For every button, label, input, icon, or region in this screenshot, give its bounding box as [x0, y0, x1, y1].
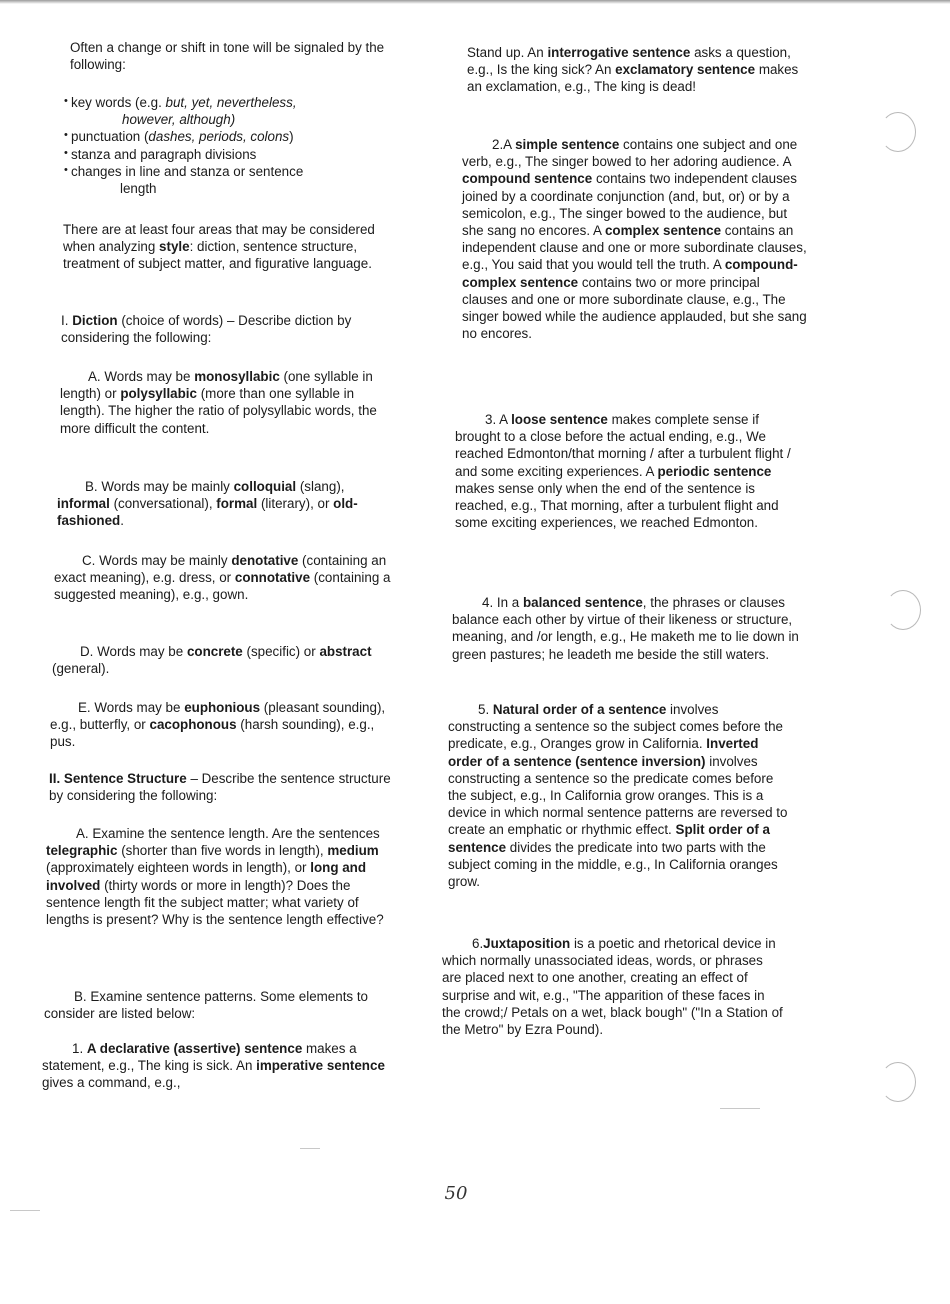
sentence-type-3: 3. A loose sentence makes complete sense if brought to a close before the actual ending, e.g., We reached Edmonton/that morning / after a turbulent flight / and some exciting experiences. A periodic sentence makes sense only when the end of the sentence is reached, e.g., That morning, after a turbulent flight and some exciting experiences, we reached Edmonton.	[455, 412, 791, 531]
sentence-type-1-continued: Stand up. An interrogative sentence asks a question, e.g., Is the king sick? An exclamatory sentence makes an exclamation, e.g., The king is dead!	[467, 45, 799, 95]
sentence-structure-heading: II. Sentence Structure – Describe the sentence structure by considering the following:	[49, 771, 391, 804]
tone-intro: Often a change or shift in tone will be signaled by the following:	[70, 40, 385, 73]
list-item: • key words (e.g. but, yet, nevertheless, however, although)	[65, 94, 400, 128]
tone-markers-list	[65, 94, 400, 197]
scan-speck	[10, 1210, 40, 1211]
scan-speck	[300, 1148, 320, 1149]
page-number: 50	[444, 1183, 468, 1204]
binder-hole	[880, 1062, 916, 1102]
diction-item-a: A. Words may be monosyllabic (one syllable in length) or polysyllabic (more than one syllable in length). The higher the ratio of polysyllabic words, the more difficult the content.	[60, 369, 377, 436]
list-item: • changes in line and stanza or sentence length	[65, 163, 400, 197]
binder-hole	[880, 112, 916, 152]
diction-item-c: C. Words may be mainly denotative (containing an exact meaning), e.g. dress, or connotative (containing a suggested meaning), e.g., gown.	[54, 553, 391, 603]
scan-speck	[720, 1108, 760, 1109]
diction-heading: I. Diction (choice of words) – Describe diction by considering the following:	[61, 313, 352, 346]
sentence-type-2: 2.A simple sentence contains one subject and one verb, e.g., The singer bowed to her adoring audience. A compound sentence contains two independent clauses joined by a coordinate conjunction (and, but, or) or by a semicolon, e.g., The singer bowed to the audience, but she sang no encores. A complex sentence contains an independent clause and one or more subordinate clauses, e.g., You said that you would tell the truth. A compound-complex sentence contains two or more principal clauses and one or more subordinate clause, e.g., The singer bowed while the audience applauded, but she sang no encores.	[462, 137, 807, 342]
sentence-type-5: 5. Natural order of a sentence involves constructing a sentence so the subject comes before the predicate, e.g., Oranges grow in California. Inverted order of a sentence (sentence inversion) involves constructing a sentence so the predicate comes before the subject, e.g., In California grow oranges. This is a device in which normal sentence patterns are reversed to create an emphatic or rhythmic effect. Split order of a sentence divides the predicate into two parts with the subject coming in the middle, e.g., In California oranges grow.	[448, 702, 788, 890]
structure-item-a: A. Examine the sentence length. Are the sentences telegraphic (shorter than five words in length), medium (approximately eighteen words in length), or long and involved (thirty words or more in length)? Does the sentence length fit the subject matter; what variety of lengths is present? Why is the sentence length effective?	[46, 826, 384, 928]
diction-item-e: E. Words may be euphonious (pleasant sounding), e.g., butterfly, or cacophonous (harsh sounding), e.g., pus.	[50, 700, 386, 750]
diction-item-b: B. Words may be mainly colloquial (slang), informal (conversational), formal (literary), or old-fashioned.	[57, 479, 358, 529]
sentence-type-4: 4. In a balanced sentence, the phrases or clauses balance each other by virtue of their likeness or structure, meaning, and /or length, e.g., He maketh me to lie down in green pastures; he leadeth me beside the still waters.	[452, 595, 799, 662]
list-item: • punctuation (dashes, periods, colons)	[65, 128, 400, 145]
style-intro: There are at least four areas that may be considered when analyzing style: diction, sentence structure, treatment of subject matter, and figurative language.	[63, 222, 375, 272]
structure-item-b: B. Examine sentence patterns. Some elements to consider are listed below:	[44, 989, 369, 1022]
list-item: • stanza and paragraph divisions	[65, 146, 400, 163]
sentence-type-1: 1. A declarative (assertive) sentence makes a statement, e.g., The king is sick. An imperative sentence gives a command, e.g.,	[42, 1041, 385, 1091]
scan-edge	[0, 0, 950, 4]
binder-hole	[885, 590, 921, 630]
sentence-type-6: 6.Juxtaposition is a poetic and rhetorical device in which normally unassociated ideas, words, or phrases are placed next to one another, creating an effect of surprise and wit, e.g., "The apparition of these faces in the crowd;/ Petals on a wet, black bough" ("In a Station of the Metro" by Ezra Pound).	[442, 936, 783, 1038]
diction-item-d: D. Words may be concrete (specific) or abstract (general).	[52, 644, 372, 677]
